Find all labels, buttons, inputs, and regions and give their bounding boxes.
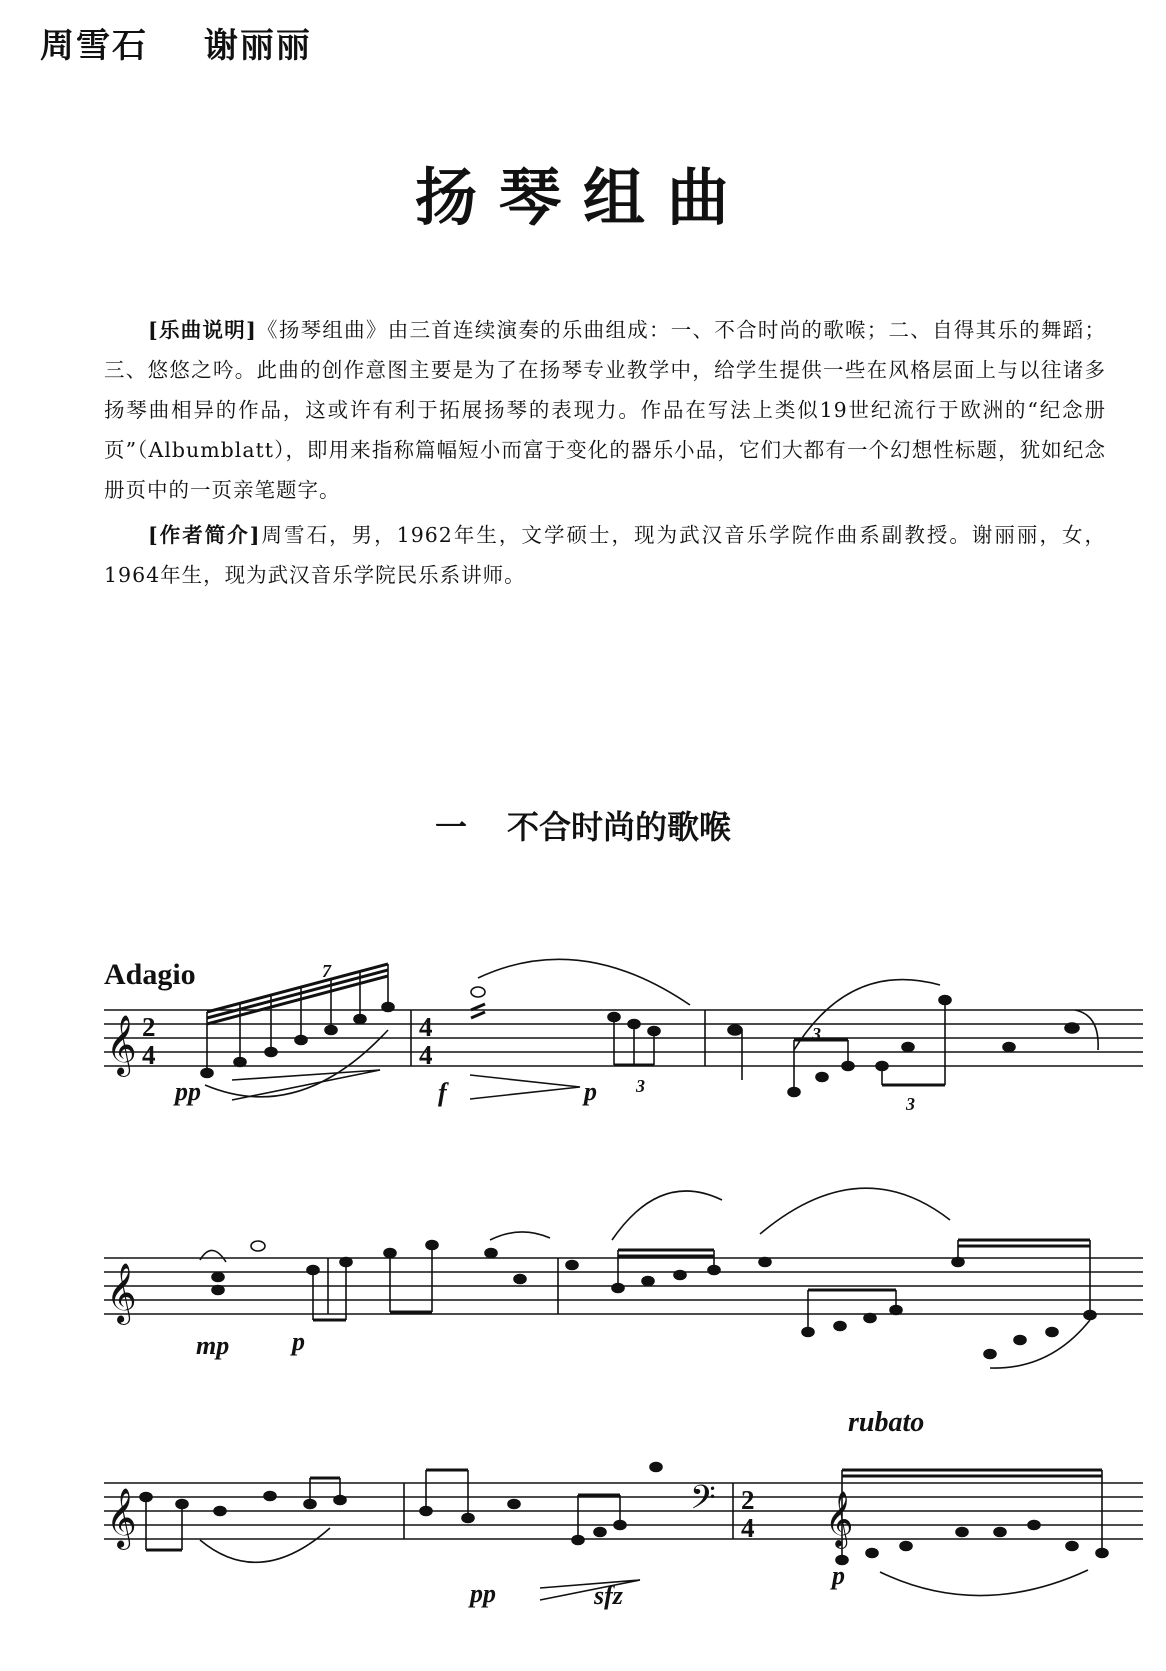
tuplet-number: 3: [906, 1094, 915, 1114]
dynamic-f: f: [438, 1078, 447, 1107]
time-sig-top: 2: [741, 1485, 755, 1515]
decrescendo-hairpin: [470, 1075, 580, 1099]
staff-3: [104, 1483, 1143, 1539]
time-sig-bottom: 4: [741, 1513, 755, 1543]
tuplet-number: 3: [812, 1024, 821, 1044]
movement-number: 一: [434, 808, 467, 846]
note: [902, 1043, 914, 1052]
time-signatures: [142, 1012, 755, 1543]
description-label: [乐曲说明]: [148, 318, 257, 342]
crescendo-hairpin: [232, 1070, 380, 1100]
time-sig-top: 4: [419, 1012, 433, 1042]
treble-clef-icon: 𝄞: [825, 1491, 854, 1547]
treble-clef-icon: 𝄞: [106, 1488, 137, 1548]
note: [1065, 1023, 1079, 1033]
author-1: 周雪石: [40, 26, 148, 66]
author-intro-label: [作者简介]: [148, 523, 261, 547]
page-title: 扬琴组曲: [414, 161, 751, 234]
author-intro-text: 周雪石，男，1962年生，文学硕士，现为武汉音乐学院作曲系副教授。谢丽丽，女，1964年生，现为武汉音乐学院民乐系讲师。: [104, 523, 1106, 587]
bass-clef-icon: 𝄢: [690, 1479, 716, 1525]
time-sig-bottom: 4: [419, 1040, 433, 1070]
dynamic-mp: mp: [196, 1331, 230, 1360]
clefs: [106, 1015, 853, 1550]
description-text: 《扬琴组曲》由三首连续演奏的乐曲组成：一、不合时尚的歌喉；二、自得其乐的舞蹈；三、悠悠之吟。此曲的创作意图主要是为了在扬琴专业教学中，给学生提供一些在风格层面上与以往诸多扬琴曲相异的作品，这或许有利于拓展扬琴的表现力。作品在写法上类似19世纪流行于欧洲的“纪念册页”（Albumblatt），即用来指称篇幅短小而富于变化的器乐小品，它们大都有一个幻想性标题，犹如纪念册页中的一页亲笔题字。: [104, 318, 1106, 502]
dynamic-p: p: [832, 1561, 845, 1590]
time-sig-top: 2: [142, 1012, 156, 1042]
note: [816, 1073, 828, 1082]
dynamic-p: p: [292, 1327, 305, 1356]
crescendo-hairpin: [540, 1580, 640, 1600]
note: [728, 1025, 742, 1035]
tuplet-number: 3: [636, 1076, 645, 1096]
dynamic-pp: pp: [470, 1579, 496, 1608]
treble-clef-icon: 𝄞: [106, 1015, 137, 1075]
movement-title: 不合时尚的歌喉: [507, 808, 732, 846]
notes-line-3: [140, 1463, 1108, 1565]
tempo-marking-rubato: rubato: [848, 1407, 925, 1438]
dynamic-pp: pp: [175, 1077, 201, 1106]
note: [1003, 1043, 1015, 1052]
author-2: 谢丽丽: [203, 26, 312, 66]
note: [471, 987, 485, 997]
staff-1: [104, 1010, 1143, 1066]
time-sig-bottom: 4: [142, 1040, 156, 1070]
tempo-marking-adagio: Adagio: [104, 958, 196, 991]
tuplet-number: 7: [322, 961, 331, 981]
treble-clef-icon: 𝄞: [106, 1263, 137, 1323]
dynamic-sfz: sfz: [594, 1581, 623, 1610]
dynamic-p: p: [584, 1077, 597, 1106]
